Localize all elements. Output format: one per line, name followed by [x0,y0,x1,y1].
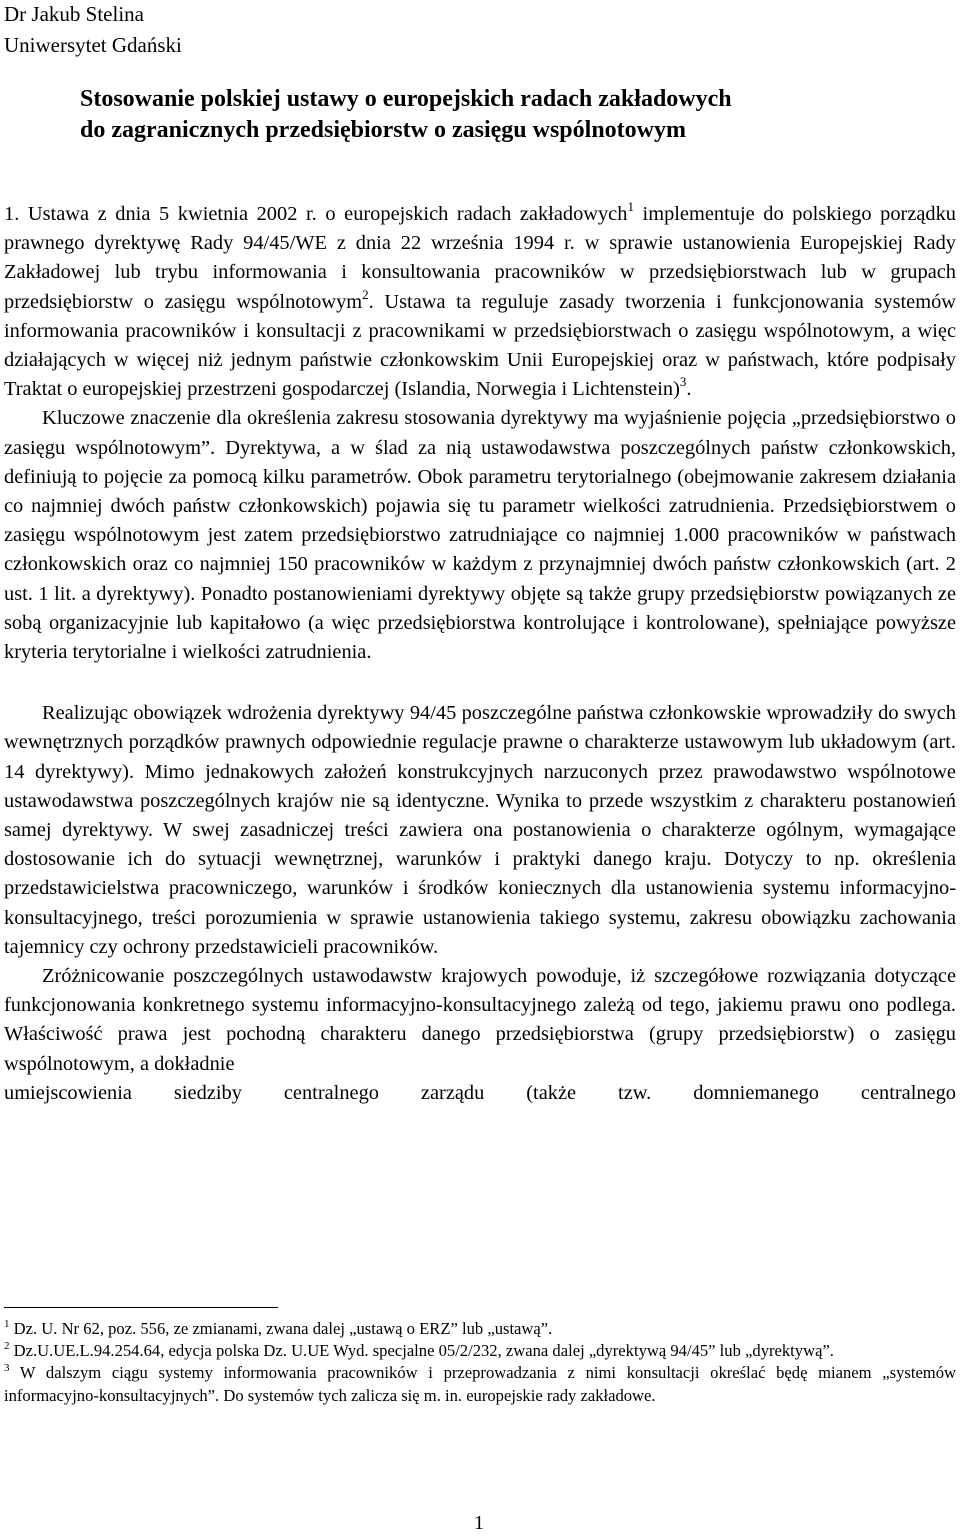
footnote-2-text: Dz.U.UE.L.94.254.64, edycja polska Dz. U.UE Wyd. specjalne 05/2/232, zwana dalej „dyrektywą 94/45” lub „dyrektywą”. [9,1341,834,1361]
footnote-ref-2[interactable]: 2 [362,286,369,302]
footnote-1-text: Dz. U. Nr 62, poz. 556, ze zmianami, zwana dalej „ustawą o ERZ” lub „ustawą”. [9,1319,553,1338]
paragraph-1-text-b: implementuje do polskiego porządku prawnego dyrektywę Rady 94/45/WE z dnia 22 września 1994 r. w sprawie ustanowienia Europejskiej Rady Zakładowej lub trybu informowania i konsultowania pracowników w przedsiębiorstwach lub w grupach przedsiębiorstw o zasięgu wspólnotowym [4,203,957,313]
footnote-1-number: 1 [4,1318,10,1330]
paragraph-2: Kluczowe znaczenie dla określenia zakresu stosowania dyrektywy ma wyjaśnienie pojęcia „przedsiębiorstwo o zasięgu wspólnotowym”. Dyrektywa, a w ślad za nią ustawodawstwa poszczególnych państw członkowskich, definiują to pojęcie za pomocą kilku parametrów. Obok parametru terytorialnego (obejmowanie zakresem działania co najmniej dwóch państw członkowskich) pojawia się tu parametr wielkości zatrudnienia. Przedsiębiorstwem o zasięgu wspólnotowym jest zatem przedsiębiorstwo zatrudniające co najmniej 1.000 pracowników w państwach członkowskich oraz co najmniej 150 pracowników w każdym z przynajmniej dwóch państw członkowskich (art. 2 ust. 1 lit. a dyrektywy). Ponadto postanowieniami dyrektywy objęte są także grupy przedsiębiorstw powiązanych ze sobą organizacyjnie lub kapitałowo (a więc przedsiębiorstwa kontrolujące i kontrolowane), spełniające powyższe kryteria terytorialne i wielkości zatrudnienia. [4,407,956,664]
footnote-3 [4,1362,956,1406]
title-line-1: Stosowanie polskiej ustawy o europejskich radach zakładowych [80,86,732,112]
footnote-separator [4,1307,278,1308]
paragraph-1 [4,200,956,404]
footnote-3-number: 3 [4,1362,10,1375]
footnote-ref-1[interactable]: 1 [627,199,634,214]
body-text [4,200,956,1108]
document-title [80,84,880,146]
footnote-1 [4,1318,956,1340]
footnote-2 [4,1340,956,1362]
footnote-3-text: W dalszym ciągu systemy informowania pracowników i przeprowadzania z nimi konsultacji określać będę mianem „systemów informacyjno-konsultacyjnych”. Do systemów tych zalicza się m. in. europejskie rady zakładowe. [4,1363,956,1405]
paragraph-3: Realizując obowiązek wdrożenia dyrektywy 94/45 poszczególne państwa członkowskie wprowadziły do swych wewnętrznych porządków prawnych odpowiednie regulacje prawne o charakterze ustawowym lub układowym (art. 14 dyrektywy). Mimo jednakowych założeń konstrukcyjnych narzuconych przez prawodawstwo wspólnotowe ustawodawstwa poszczególnych krajów nie są identyczne. Wynika to przede wszystkim z charakteru postanowień samej dyrektywy. W swej zasadniczej treści zawiera ona postanowienia o charakterze ogólnym, wymagające dostosowanie ich do sytuacji wewnętrznej, warunków i praktyki danego kraju. Dotyczy to np. określenia przedstawicielstwa pracowniczego, warunków i środków koniecznych dla ustanowienia systemu informacyjno-konsultacyjnego, treści porozumienia w sprawie ustanowienia takiego systemu, zakresu obowiązku zachowania tajemnicy czy ochrony przedstawicieli pracowników. [4,702,956,958]
footnote-2-number: 2 [4,1340,10,1353]
paragraph-1-text-a: 1. Ustawa z dnia 5 kwietnia 2002 r. o europejskich radach zakładowych [4,203,628,225]
page-number: 1 [474,1512,484,1534]
paragraph-4-last-line: umiejscowienia siedziby centralnego zarządu (także tzw. domniemanego centralnego [4,1081,956,1104]
author-block [4,0,182,61]
footnotes [4,1318,956,1407]
author-name: Dr Jakub Stelina [4,2,144,26]
paragraph-1-text-c: . Ustawa ta reguluje zasady tworzenia i funkcjonowania systemów informowania pracowników i konsultacji z pracownikami w przedsiębiorstwach o zasięgu wspólnotowym, a więc działających w więcej niż jednym państwie członkowskim Unii Europejskiej oraz w państwach, które podpisały Traktat o europejskiej przestrzeni gospodarczej (Islandia, Norwegia i Lichtenstein) [4,290,956,401]
title-line-2: do zagranicznych przedsiębiorstw o zasięgu wspólnotowym [80,117,686,143]
paragraph-4 [4,962,956,1079]
footnote-ref-3[interactable]: 3 [679,374,687,390]
paragraph-1-text-d: . [686,378,692,401]
paragraph-4-text: Zróżnicowanie poszczególnych ustawodawstw krajowych powoduje, iż szczegółowe rozwiązania dotyczące funkcjonowania konkretnego systemu informacyjno-konsultacyjnego zależą od tego, jakiemu prawu ono podlega. Właściwość prawa jest pochodną charakteru danego przedsiębiorstwa (grupy przedsiębiorstw) o zasięgu wspólnotowym, a dokładnie [4,965,956,1075]
document-page [4,0,956,1537]
author-affiliation: Uniwersytet Gdański [4,33,182,57]
